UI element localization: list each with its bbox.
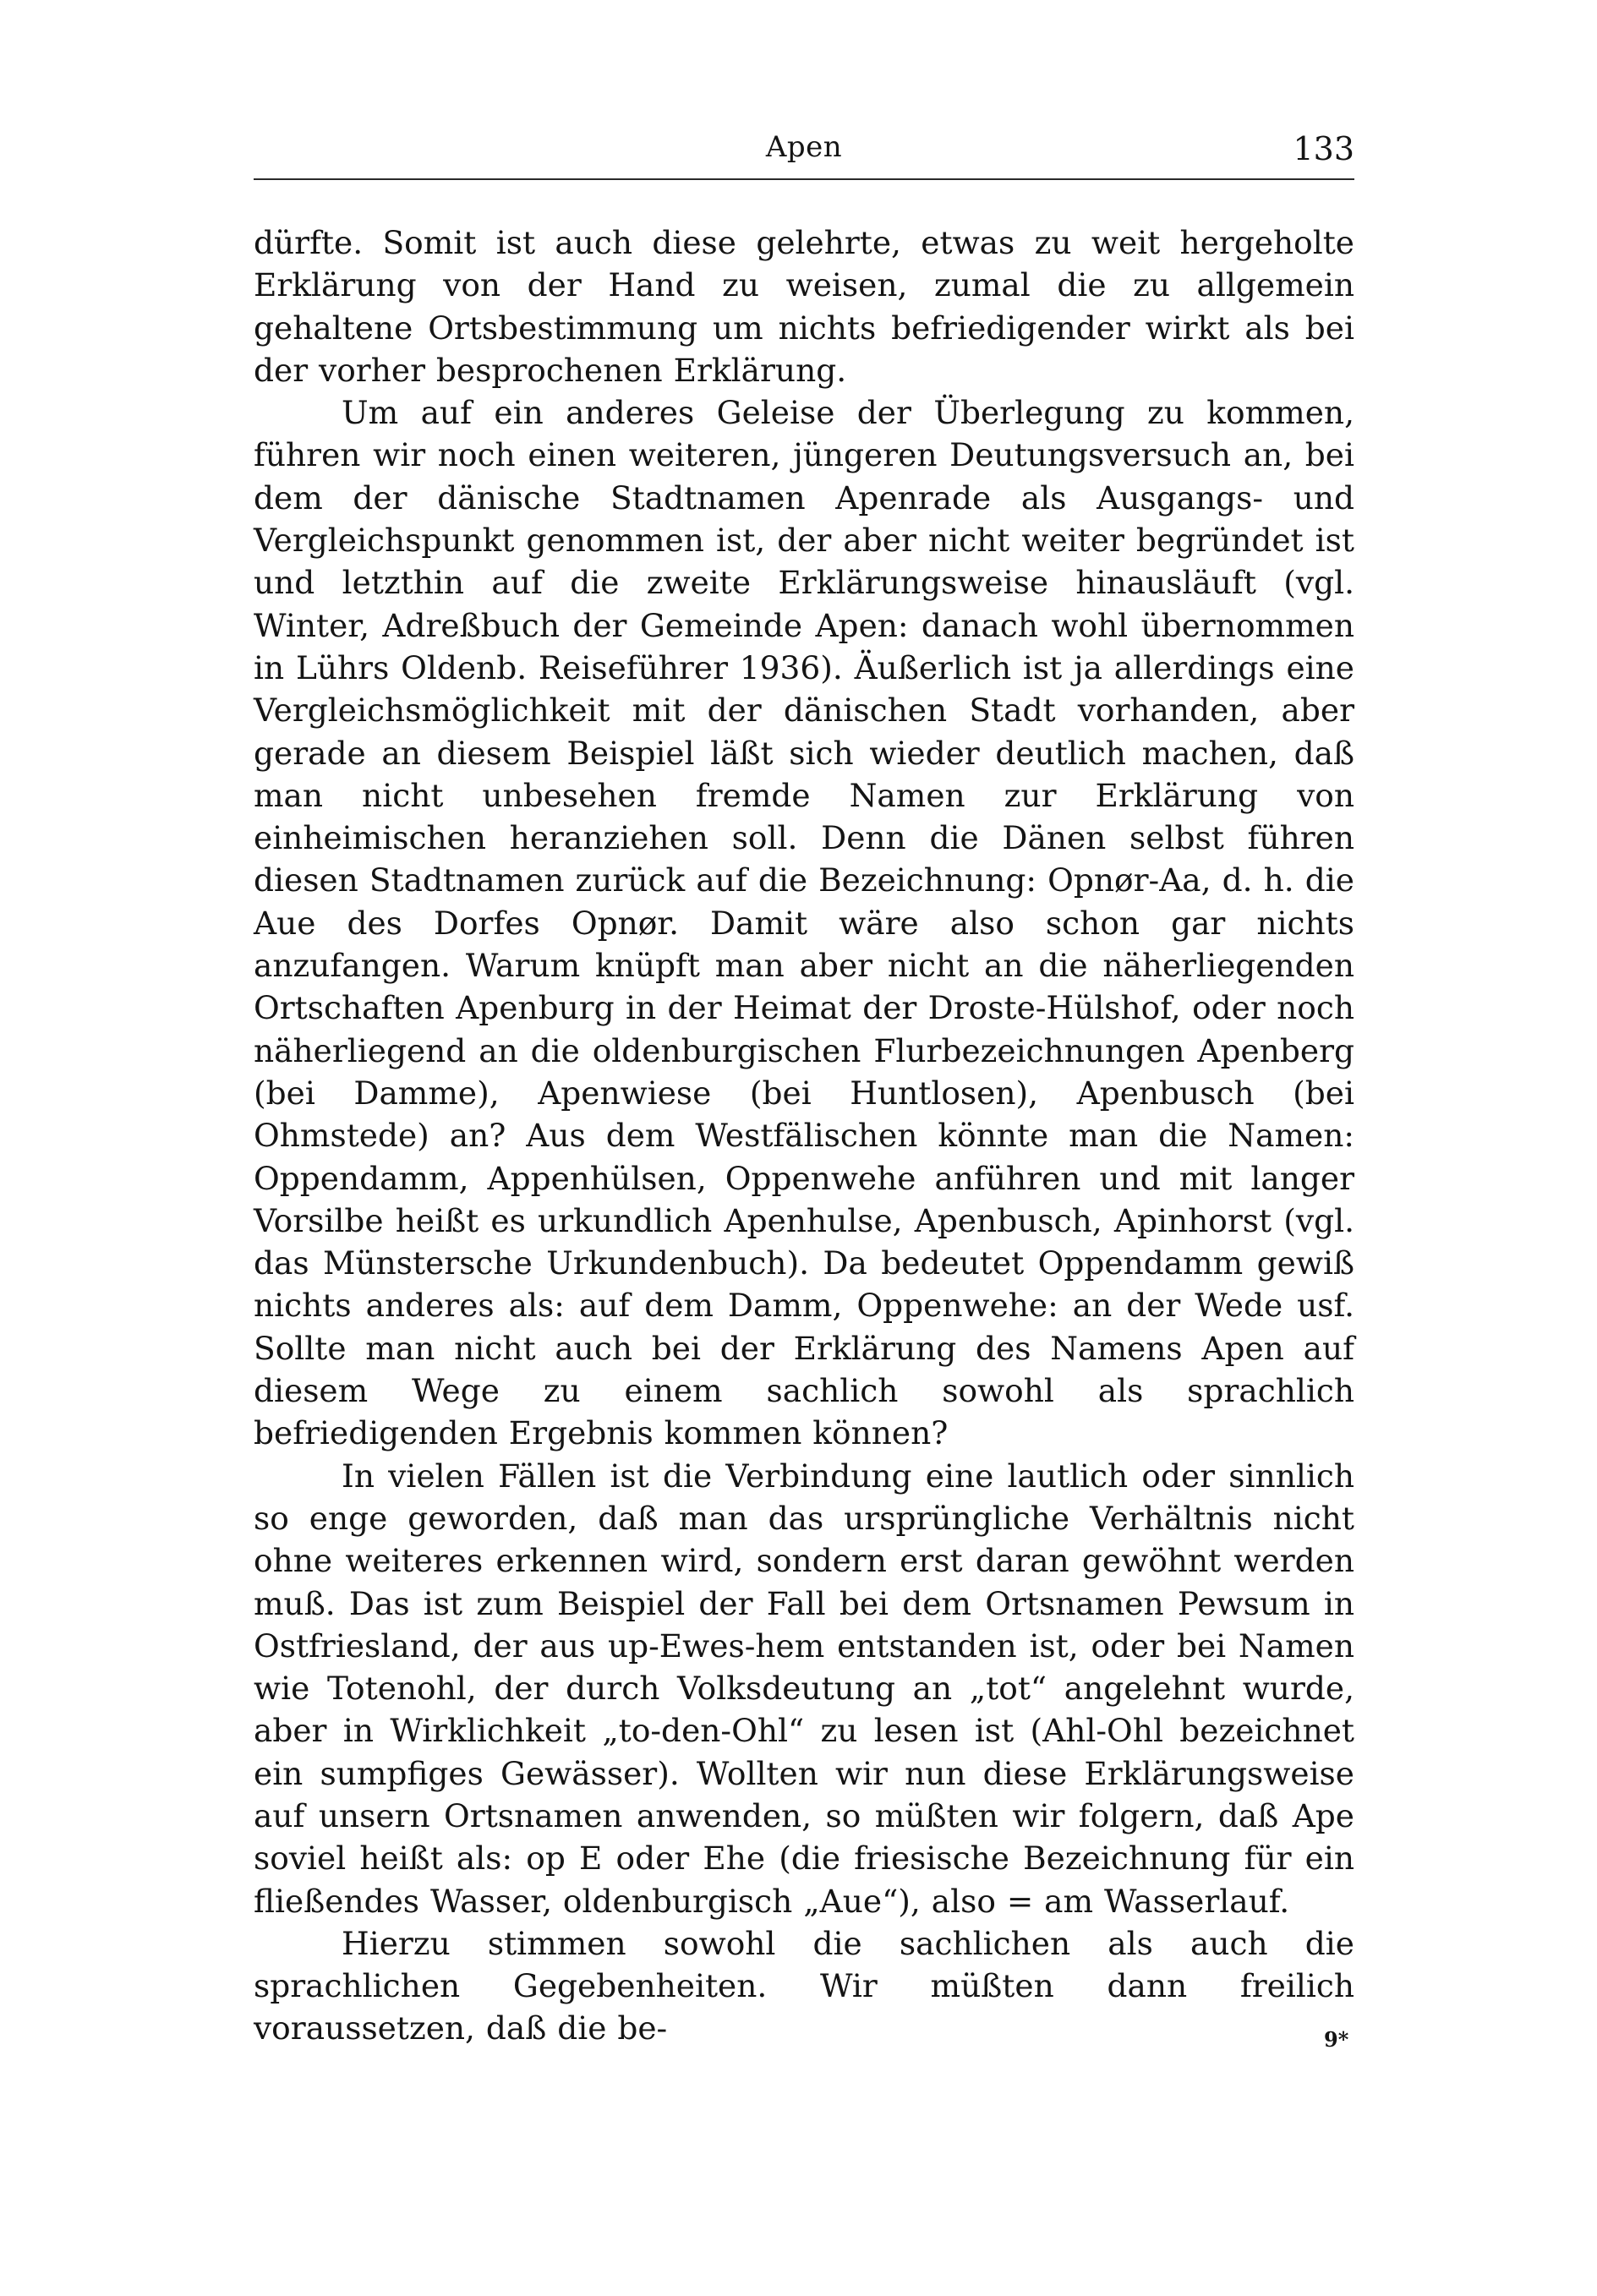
body-text bbox=[254, 221, 1354, 2050]
running-title: Apen bbox=[765, 130, 843, 164]
paragraph-continuation: dürfte. Somit ist auch diese gelehrte, etwas zu weit hergeholte Erklärung von der Hand zu weisen, zumal die zu allgemein gehaltene Ortsbestimmung um nichts befriedigender wirkt als bei der vorher besprochenen Erklärung. bbox=[254, 224, 1354, 389]
running-head bbox=[254, 127, 1354, 178]
paragraph-deutungsversuch: Um auf ein anderes Geleise der Überlegung zu kommen, führen wir noch einen weiteren, jüngeren Deutungsversuch an, bei dem der dänische Stadtnamen Apenrade als Ausgangs- und Vergleichspunkt genommen ist, der aber nicht weiter begründet ist und letzthin auf die zweite Erklärungsweise hinausläuft (vgl. Winter, Adreßbuch der Gemeinde Apen: danach wohl übernommen in Lührs Oldenb. Reiseführer 1936). Äußerlich ist ja allerdings eine Vergleichsmöglichkeit mit der dänischen Stadt vorhanden, aber gerade an diesem Beispiel läßt sich wieder deutlich machen, daß man nicht unbesehen fremde Namen zur Erklärung von einheimischen heranziehen soll. Denn die Dänen selbst führen diesen Stadtnamen zurück auf die Bezeichnung: Opnør-Aa, d. h. die Aue des Dorfes Opnør. Damit wäre also schon gar nichts anzufangen. Warum knüpft man aber nicht an die näherliegenden Ortschaften Apenburg in der Heimat der Droste-Hülshof, oder noch näherliegend an die oldenburgischen Flurbezeichnungen Apenberg (bei Damme), Apenwiese (bei Huntlosen), Apenbusch (bei Ohmstede) an? Aus dem Westfälischen könnte man die Namen: Oppendamm, Appenhülsen, Oppenwehe anführen und mit langer Vorsilbe heißt es urkundlich Apenhulse, Apenbusch, Apinhorst (vgl. das Münstersche Urkundenbuch). Da bedeutet Oppendamm gewiß nichts anderes als: auf dem Damm, Oppenwehe: an der Wede usf. Sollte man nicht auch bei der Erklärung des Namens Apen auf diesem Wege zu einem sachlich sowohl als sprachlich befriedigenden Ergebnis kommen können? bbox=[254, 394, 1354, 1452]
header-rule bbox=[254, 178, 1354, 180]
paragraph-sachliche-gegebenheiten: Hierzu stimmen sowohl die sachlichen als auch die sprachlichen Gegebenheiten. Wir müßten dann freilich voraussetzen, daß die be- bbox=[254, 1924, 1354, 2047]
paragraph-lautliche-verbindung: In vielen Fällen ist die Verbindung eine lautlich oder sinnlich so enge geworden, daß man das ursprüngliche Verhältnis nicht ohne weiteres erkennen wird, sondern erst daran gewöhnt werden muß. Das ist zum Beispiel der Fall bei dem Ortsnamen Pewsum in Ostfriesland, der aus up-Ewes-hem entstanden ist, oder bei Namen wie Totenohl, der durch Volksdeutung an „tot“ angelehnt wurde, aber in Wirklichkeit „to-den-Ohl“ zu lesen ist (Ahl-Ohl bezeichnet ein sumpfiges Gewässer). Wollten wir nun diese Erklärungsweise auf unsern Ortsnamen anwenden, so müßten wir folgern, daß Ape soviel heißt als: op E oder Ehe (die friesische Bezeichnung für ein fließendes Wasser, oldenburgisch „Aue“), also = am Wasserlauf. bbox=[254, 1457, 1354, 1920]
signature-mark: 9* bbox=[1324, 2027, 1349, 2052]
page-number: 133 bbox=[1293, 130, 1354, 167]
